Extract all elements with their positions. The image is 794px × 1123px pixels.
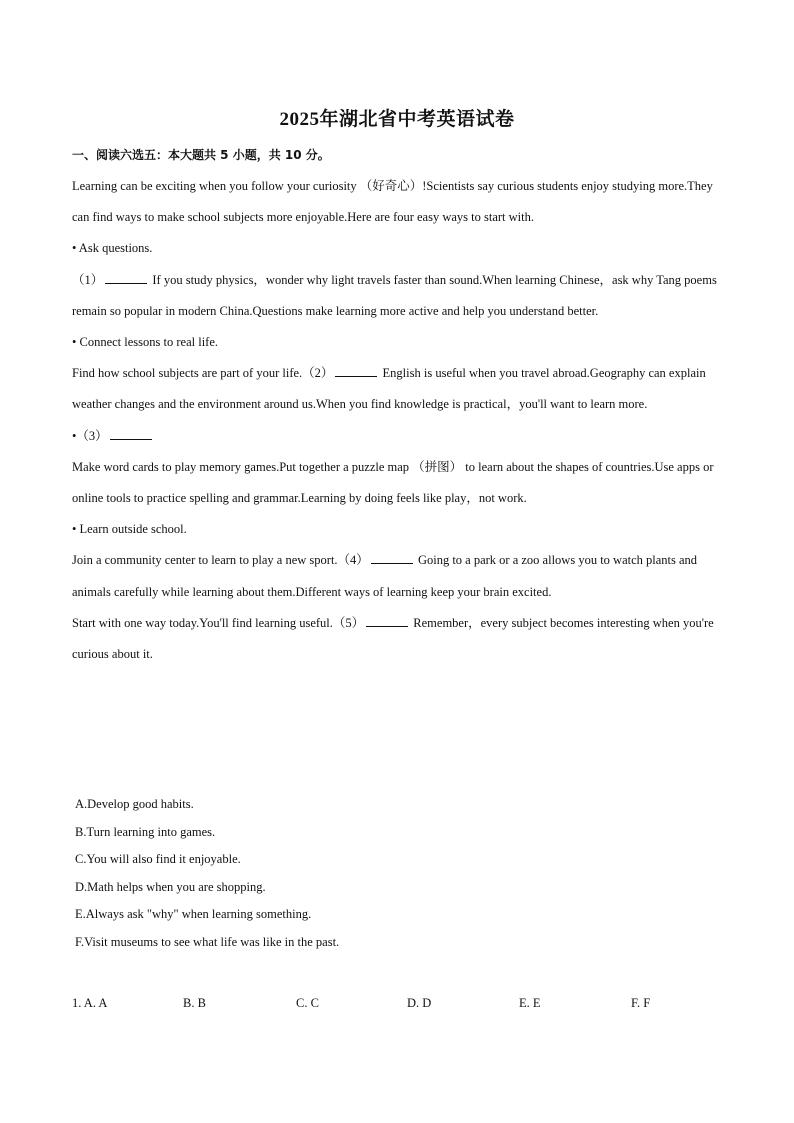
answer-blank-2 — [335, 364, 377, 377]
passage-paragraph-4 — [72, 545, 722, 607]
bullet-3-label: •（3） — [72, 428, 108, 443]
passage-bullet-3 — [72, 421, 722, 452]
answer-blank-4 — [371, 551, 413, 564]
paragraph-5-post: Remember，every subject becomes interesting when you're curious about it. — [72, 615, 714, 662]
answer-choice-d[interactable]: D. D — [407, 996, 432, 1010]
paragraph-5-pre: Start with one way today.You'll find learning useful.（5） — [72, 615, 365, 630]
section-heading: 一、阅读六选五：本大题共 5 小题，共 10 分。 — [72, 148, 330, 162]
paragraph-2-pre: Find how school subjects are part of your life.（2） — [72, 366, 334, 381]
answer-blank-3 — [110, 427, 152, 440]
answer-choice-a[interactable]: 1. A. A — [72, 996, 108, 1010]
options-list — [75, 791, 339, 957]
answer-choice-b[interactable]: B. B — [183, 996, 206, 1010]
option-a: A.Develop good habits. — [75, 797, 194, 811]
passage-bullet-2: • Connect lessons to real life. — [72, 335, 219, 350]
answer-choice-f[interactable]: F. F — [631, 996, 651, 1010]
option-e: E.Always ask "why" when learning something. — [75, 907, 312, 922]
paragraph-4-post: Going to a park or a zoo allows you to watch plants and animals carefully while learning about them.Different ways of learning keep your brain excited. — [72, 553, 698, 599]
reading-passage — [72, 171, 722, 670]
paragraph-1-text: If you study physics，wonder why light travels faster than sound.When learning Chinese，ask why Tang poems remain so popular in modern China.Questions make learning more active and help you understand better. — [72, 272, 717, 318]
answer-choice-c[interactable]: C. C — [296, 996, 319, 1010]
passage-paragraph-1 — [72, 265, 722, 327]
answer-blank-1 — [105, 271, 147, 284]
passage-intro: Learning can be exciting when you follow your curiosity （好奇心）!Scientists say curious students enjoy studying more.They can find ways to make school subjects more enjoyable.Here are four easy ways to start with. — [72, 179, 713, 225]
paragraph-4-pre: Join a community center to learn to play a new sport.（4） — [72, 553, 369, 568]
option-b: B.Turn learning into games. — [75, 824, 216, 839]
answer-blank-5 — [366, 614, 408, 627]
answer-choice-e[interactable]: E. E — [519, 996, 541, 1010]
paragraph-2-post: English is useful when you travel abroad.Geography can explain weather changes and the environment around us.When you find knowledge is practical，you'll want to learn more. — [72, 366, 706, 412]
option-c: C.You will also find it enjoyable. — [75, 852, 241, 867]
page-title: 2025年湖北省中考英语试卷 — [279, 109, 515, 130]
passage-paragraph-2 — [72, 358, 722, 420]
option-f: F.Visit museums to see what life was like in the past. — [75, 934, 340, 949]
passage-paragraph-3: Make word cards to play memory games.Put together a puzzle map （拼图） to learn about the shapes of countries.Use apps or online tools to practice spelling and grammar.Learning by doing feels like play，not work. — [72, 459, 714, 506]
passage-bullet-1: • Ask questions. — [72, 241, 153, 256]
passage-paragraph-5 — [72, 608, 722, 670]
blank-number-1: （1） — [72, 272, 104, 287]
option-d: D.Math helps when you are shopping. — [75, 879, 266, 894]
passage-bullet-4: • Learn outside school. — [72, 522, 187, 537]
